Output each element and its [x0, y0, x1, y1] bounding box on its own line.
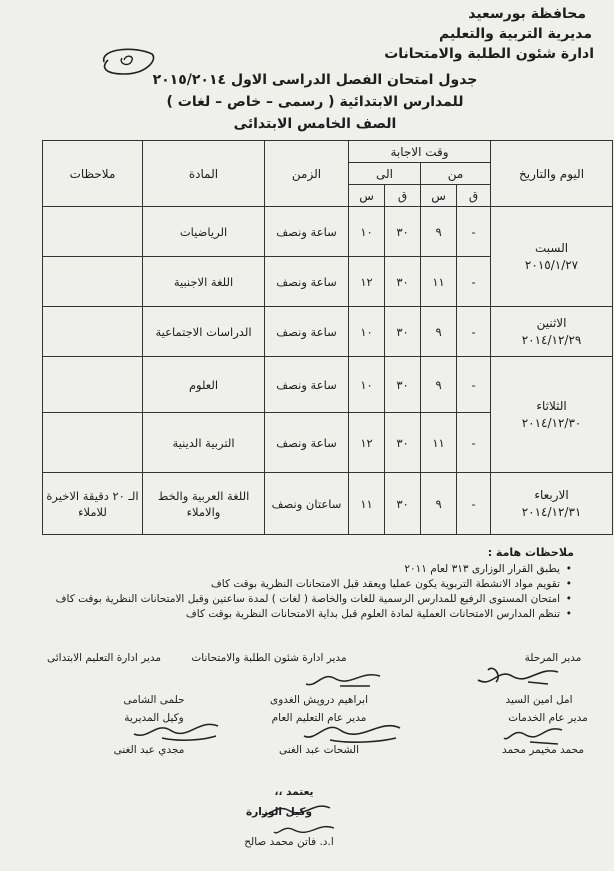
day-cell: [491, 207, 613, 307]
header-duration: الزمن: [265, 141, 349, 207]
subject: اللغة الاجنبية: [143, 257, 265, 307]
header-to-minutes: ق: [385, 185, 421, 207]
from-minutes: -: [457, 207, 491, 257]
department-line: ادارة شئون الطلبة والامتحانات: [384, 46, 594, 62]
day-cell: [491, 307, 613, 357]
subject: العلوم: [143, 357, 265, 413]
to-hours: ١١: [349, 473, 385, 535]
header-from: من: [421, 163, 491, 185]
to-minutes: ٣٠: [385, 257, 421, 307]
notes-title: ملاحظات هامة :: [487, 546, 574, 559]
grade-subtitle: الصف الخامس الابتدائى: [233, 116, 397, 132]
to-hours: ١٠: [349, 307, 385, 357]
notes-list: [0, 562, 586, 622]
note: [43, 257, 143, 307]
general-education-director-title: مدير عام التعليم العام: [271, 712, 367, 724]
undersecretary-title: وكيل الوزارة: [246, 806, 312, 818]
approval-label: يعتمد ،،: [274, 786, 314, 798]
note: [43, 207, 143, 257]
header-subject: المادة: [143, 141, 265, 207]
from-minutes: -: [457, 257, 491, 307]
from-minutes: -: [457, 413, 491, 473]
subject: التربية الدينية: [143, 413, 265, 473]
signature-scribble-icon: [468, 662, 568, 692]
table-row: [43, 357, 613, 413]
schedule-table: [42, 140, 613, 535]
duration: ساعة ونصف: [265, 357, 349, 413]
from-minutes: -: [457, 357, 491, 413]
from-hours: ١١: [421, 413, 457, 473]
from-hours: ٩: [421, 307, 457, 357]
note: [43, 357, 143, 413]
day-name: الاثنين: [536, 315, 567, 330]
header-to-hours: س: [349, 185, 385, 207]
subject: الرياضيات: [143, 207, 265, 257]
from-minutes: -: [457, 307, 491, 357]
header-notes: ملاحظات: [43, 141, 143, 207]
list-item: • تقويم مواد الانشطة التربوية يكون عمليا ويعقد قبل الامتحانات النظرية بوقت كاف: [0, 577, 572, 592]
deputy-director-name: مجدي عبد الغنى: [113, 744, 185, 756]
services-director-name: محمد مخيمر محمد: [501, 744, 585, 756]
duration: ساعة ونصف: [265, 257, 349, 307]
subject: الدراسات الاجتماعية: [143, 307, 265, 357]
to-minutes: ٣٠: [385, 413, 421, 473]
student-affairs-director-title: مدير ادارة شئون الطلبة والامتحانات: [191, 652, 347, 664]
student-affairs-director-name: ابراهيم درويش الغدوى: [269, 694, 369, 706]
to-minutes: ٣٠: [385, 357, 421, 413]
note: الـ ٢٠ دقيقة الاخيرة للاملاء: [43, 473, 143, 535]
primary-education-director-title: مدير ادارة التعليم الابتدائى: [46, 652, 162, 664]
header-answer-time: وقت الاجابة: [349, 141, 491, 163]
deputy-director-title: وكيل المديرية: [124, 712, 184, 724]
list-item: • يطبق القرار الوزارى ٣١٣ لعام ٢٠١١: [0, 562, 572, 577]
to-hours: ١٢: [349, 257, 385, 307]
stage-director-name: امل امين السيد: [505, 694, 573, 706]
services-director-title: مدير عام الخدمات: [508, 712, 588, 724]
header-to: الى: [349, 163, 421, 185]
schools-subtitle: للمدارس الابتدائية ( رسمى – خاص – لغات ): [166, 94, 464, 110]
directorate-line: مديرية التربية والتعليم: [439, 26, 592, 42]
to-hours: ١٢: [349, 413, 385, 473]
header-day-date: اليوم والتاريخ: [491, 141, 613, 207]
day-cell: [491, 357, 613, 473]
from-hours: ٩: [421, 473, 457, 535]
subject: اللغة العربية والخط والاملاء: [143, 473, 265, 535]
signature-scribble-icon: [128, 716, 228, 746]
table-row: [43, 207, 613, 257]
duration: ساعتان ونصف: [265, 473, 349, 535]
signature-scribble-icon: [300, 668, 390, 694]
from-hours: ٩: [421, 357, 457, 413]
duration: ساعة ونصف: [265, 307, 349, 357]
to-hours: ١٠: [349, 207, 385, 257]
day-name: السبت: [534, 240, 569, 255]
day-date: ٢٠١٤/١٢/٢٩: [521, 332, 582, 347]
to-minutes: ٣٠: [385, 307, 421, 357]
governorate-line: محافظة بورسعيد: [468, 6, 586, 22]
day-cell: [491, 473, 613, 535]
table-row: [43, 307, 613, 357]
table-row: [43, 473, 613, 535]
undersecretary-name: ا.د. فاتن محمد صالح: [244, 836, 334, 848]
from-hours: ١١: [421, 257, 457, 307]
to-minutes: ٣٠: [385, 473, 421, 535]
day-name: الاربعاء: [534, 487, 569, 502]
list-item: • تنظم المدارس الامتحانات العملية لمادة العلوم قبل بداية الامتحانات النظرية بوقت كاف: [0, 607, 572, 622]
duration: ساعة ونصف: [265, 207, 349, 257]
stage-director-title: مدير المرحلة: [524, 652, 582, 664]
primary-director-name: حلمى الشامى: [123, 694, 185, 706]
from-hours: ٩: [421, 207, 457, 257]
header-from-hours: س: [421, 185, 457, 207]
duration: ساعة ونصف: [265, 413, 349, 473]
day-date: ٢٠١٤/١٢/٣١: [521, 504, 582, 519]
note: [43, 413, 143, 473]
general-education-director-name: الشحات عبد الغنى: [278, 744, 360, 756]
day-date: ٢٠١٥/١/٢٧: [524, 257, 579, 272]
list-item: • امتحان المستوى الرفيع للمدارس الرسمية للغات والخاصة ( لغات ) لمدة ساعتين وقبل الامتحانات النظرية بوقت كاف: [0, 592, 572, 607]
to-hours: ١٠: [349, 357, 385, 413]
from-minutes: -: [457, 473, 491, 535]
day-date: ٢٠١٤/١٢/٣٠: [521, 415, 582, 430]
to-minutes: ٣٠: [385, 207, 421, 257]
note: [43, 307, 143, 357]
header-from-minutes: ق: [457, 185, 491, 207]
day-name: الثلاثاء: [536, 398, 567, 413]
schedule-title: جدول امتحان الفصل الدراسى الاول ٢٠١٥/٢٠١٤: [152, 72, 478, 88]
